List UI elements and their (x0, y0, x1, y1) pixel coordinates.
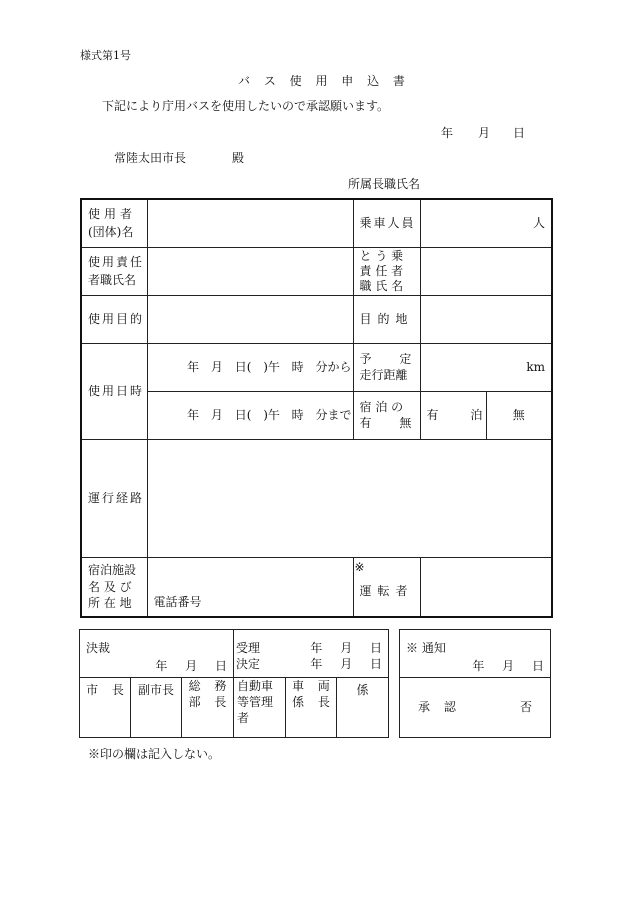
responsible-input-cell[interactable] (147, 247, 353, 295)
lodging-stay: 泊 (470, 407, 483, 422)
staff-cell[interactable] (337, 678, 389, 738)
vice-mayor-label: 副市長 (137, 683, 174, 697)
route-label: 運行経路 (88, 490, 145, 505)
user-label-cell (81, 199, 147, 247)
decision-cell (80, 630, 234, 678)
distance-label-cell (353, 343, 420, 391)
destination-label: 目的地 (359, 311, 414, 326)
boarding-resp-l3: 職 氏 名 (359, 278, 404, 293)
user-label-l2: (団体)名 (88, 225, 134, 240)
approve-deny-cell[interactable] (400, 678, 551, 738)
auto-l1: 自動車 (237, 679, 274, 693)
gm-l2: 部 長 (188, 695, 227, 710)
approve-label: 承 認 (418, 700, 456, 715)
datetime-to-text: 年 月 日( )午 時 分まで (187, 407, 352, 422)
form-number: 様式第1号 (80, 49, 131, 62)
datetime-label-cell (81, 343, 147, 439)
distance-l1: 予 定 (359, 351, 412, 366)
page-title: バ ス 使 用 申 込 書 (238, 74, 410, 88)
purpose-label: 使用目的 (88, 311, 145, 326)
deny-label: 否 (519, 700, 532, 715)
notice-table (399, 629, 551, 738)
addressee-honorific: 殿 (232, 151, 245, 165)
decision-date: 年 月 日 (155, 659, 228, 674)
application-table (80, 198, 553, 618)
destination-label-cell (353, 295, 420, 343)
distance-l2: 走行距離 (359, 368, 408, 382)
boarding-resp-input-cell[interactable] (420, 247, 552, 295)
purpose-label-cell (81, 295, 147, 343)
datetime-to-cell[interactable] (147, 391, 353, 439)
lodging-yes: 有 (426, 407, 439, 422)
datetime-from-text: 年 月 日( )午 時 分から (187, 359, 352, 374)
vehicle-chief-cell[interactable] (286, 678, 337, 738)
lodging-yes-cell[interactable] (420, 391, 486, 439)
intro-text: 下記により庁用バスを使用したいので承認願います。 (102, 99, 390, 113)
lodging-label-cell (353, 391, 420, 439)
lodging-l1: 宿 泊 の (359, 399, 404, 414)
passengers-input-cell[interactable] (420, 199, 552, 247)
staff-label: 係 (356, 683, 369, 697)
lodging-no-cell[interactable] (486, 391, 552, 439)
purpose-input-cell[interactable] (147, 295, 353, 343)
received-date: 年 月 日 (310, 641, 383, 655)
addressee-name: 常陸太田市長 (114, 151, 187, 165)
decided-date: 年 月 日 (310, 657, 383, 672)
driver-mark: ※ (354, 559, 365, 574)
date-year: 年 (441, 126, 454, 140)
driver-input-cell[interactable] (420, 557, 552, 617)
boarding-resp-l1: と う 乗 (359, 248, 404, 263)
auto-manager-cell[interactable] (234, 678, 286, 738)
gm-l1: 総 務 (188, 679, 227, 693)
responsible-label-l2: 者職氏名 (88, 273, 137, 287)
decided-label: 決定 (236, 657, 261, 672)
distance-input-cell[interactable] (420, 343, 552, 391)
driver-label-cell (353, 557, 420, 617)
user-input-cell[interactable] (147, 199, 353, 247)
notice-date: 年 月 日 (472, 659, 544, 674)
received-label: 受理 (236, 641, 261, 655)
passengers-unit: 人 (533, 216, 546, 231)
vice-mayor-cell[interactable] (131, 678, 182, 738)
lodging-no: 無 (512, 407, 525, 422)
mayor-cell[interactable] (80, 678, 131, 738)
approval-table (79, 629, 389, 738)
general-manager-cell[interactable] (182, 678, 234, 738)
user-label-l1: 使用者 (88, 207, 137, 222)
facility-phone: 電話番号 (153, 594, 202, 609)
facility-label-cell (81, 557, 147, 617)
route-input-cell[interactable] (147, 439, 552, 557)
passengers-label-cell (353, 199, 420, 247)
facility-input-cell[interactable] (147, 557, 353, 617)
boarding-resp-label-cell (353, 247, 420, 295)
driver-label: 運転者 (359, 583, 414, 598)
auto-l3: 者 (237, 711, 250, 726)
boarding-resp-l2: 責 任 者 (359, 263, 404, 278)
applicant-label: 所属長職氏名 (348, 177, 421, 191)
auto-l2: 等管理 (237, 695, 274, 710)
route-label-cell (81, 439, 147, 557)
date-month: 月 (478, 126, 491, 140)
facility-l3: 所 在 地 (88, 595, 132, 610)
facility-l2: 名 及 び (88, 579, 132, 594)
footnote: ※印の欄は記入しない。 (88, 747, 221, 761)
destination-input-cell[interactable] (420, 295, 552, 343)
datetime-from-cell[interactable] (147, 343, 353, 391)
facility-l1: 宿泊施設 (88, 563, 137, 578)
notice-label: ※ 通知 (406, 641, 446, 655)
lodging-l2: 有 無 (359, 416, 412, 430)
decision-label: 決裁 (86, 641, 111, 655)
responsible-label-cell (81, 247, 147, 295)
date-day: 日 (513, 126, 526, 140)
vehicle-l1: 車 両 (292, 679, 330, 693)
distance-unit: km (526, 359, 546, 374)
responsible-label-l1: 使用責任 (88, 255, 145, 269)
receipt-cell (234, 630, 389, 678)
passengers-label: 乗車人員 (359, 216, 416, 231)
notice-cell (400, 630, 551, 678)
datetime-label: 使用日時 (88, 383, 145, 398)
mayor-label: 市 長 (86, 683, 124, 697)
vehicle-l2: 係 長 (292, 695, 330, 710)
